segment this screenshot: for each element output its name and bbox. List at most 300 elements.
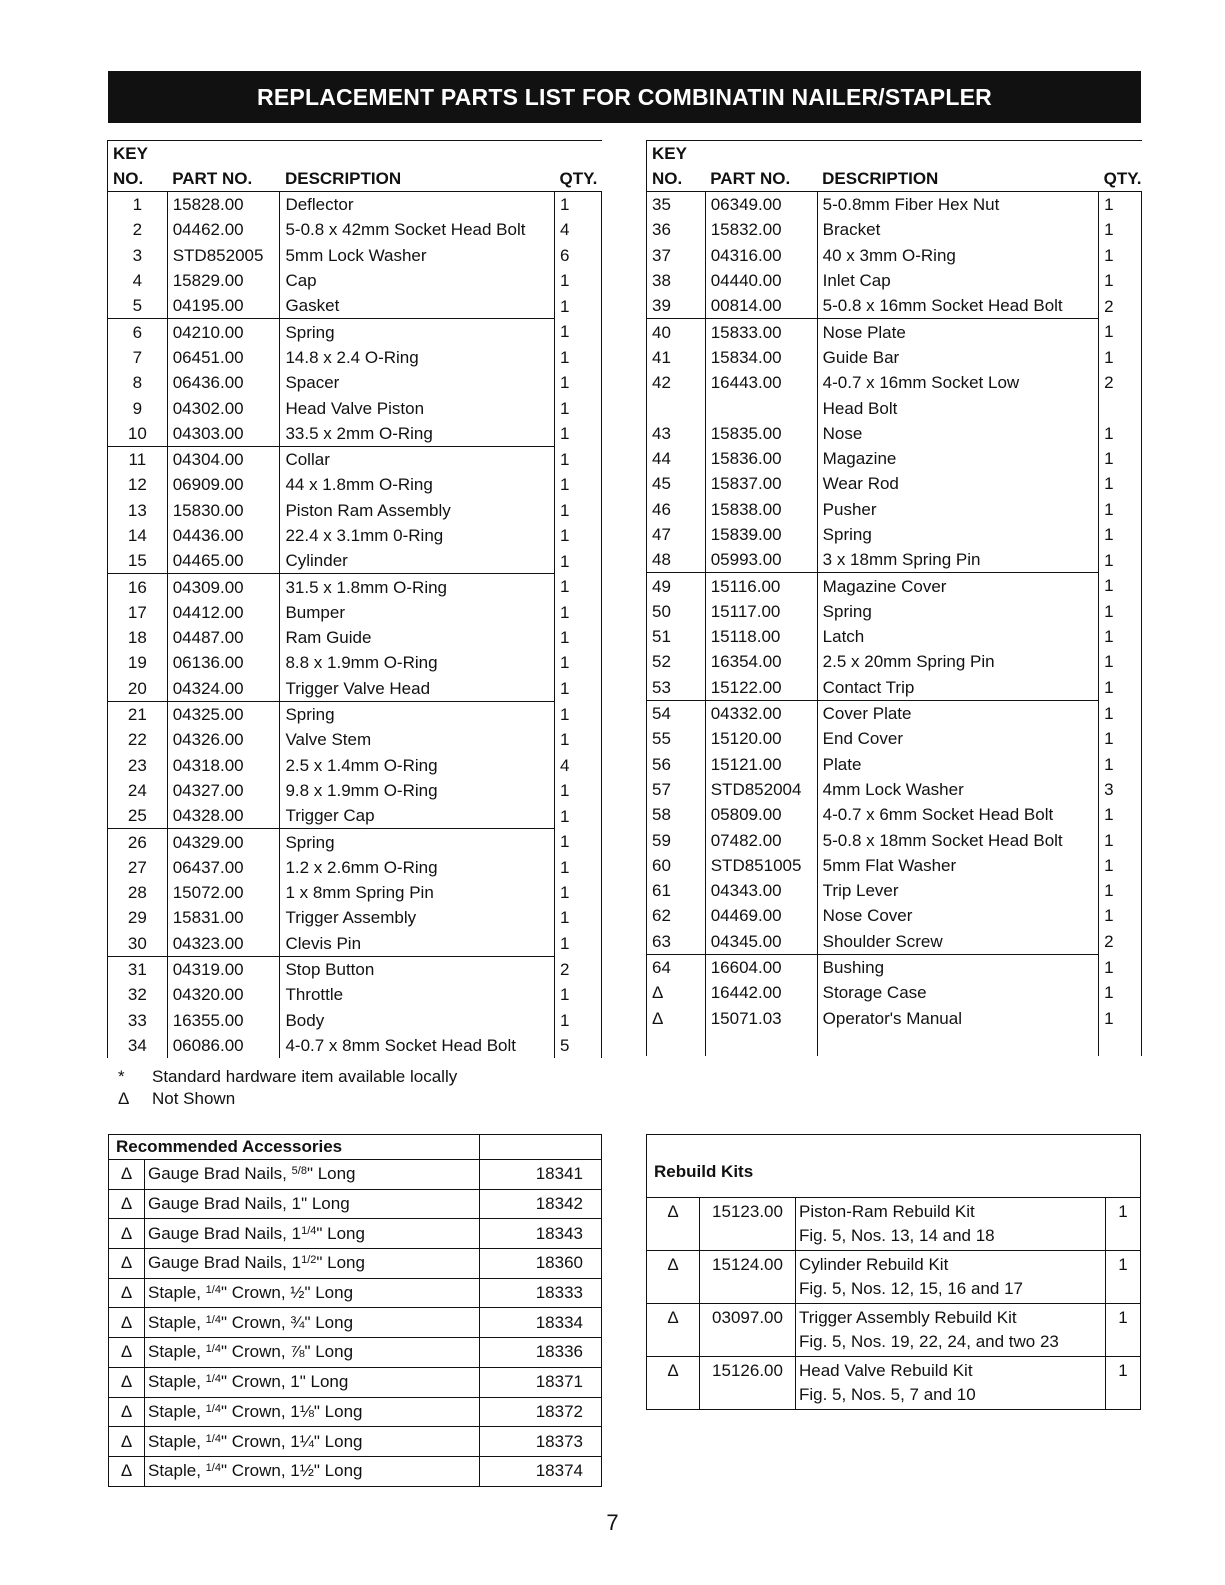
part-description: 14.8 x 2.4 O-Ring: [280, 345, 555, 370]
key-number: 25: [108, 803, 168, 829]
accessory-text: " Long: [316, 1253, 365, 1273]
part-quantity: 2: [1099, 929, 1142, 955]
part-row: [108, 727, 602, 752]
part-number: 04345.00: [705, 929, 817, 955]
accessory-text: Staple,: [148, 1461, 206, 1481]
delta-symbol: Δ: [109, 1249, 145, 1279]
part-number: 15838.00: [705, 497, 817, 522]
key-header: KEY: [108, 141, 168, 167]
accessory-row: [109, 1160, 602, 1190]
part-number: 07482.00: [705, 827, 817, 852]
part-quantity: 1: [1099, 1006, 1142, 1031]
header-cell: [1099, 141, 1142, 167]
part-row: [108, 268, 602, 293]
accessory-description: [145, 1367, 480, 1397]
part-quantity: 4: [555, 217, 602, 242]
part-description: Body: [280, 1008, 555, 1033]
accessory-text: Staple,: [148, 1401, 206, 1421]
part-quantity: 1: [1099, 726, 1142, 751]
part-row: [108, 217, 602, 242]
key-number: 32: [108, 982, 168, 1007]
part-description: Contact Trip: [817, 675, 1099, 701]
part-number: 04326.00: [167, 727, 280, 752]
delta-symbol: Δ: [118, 1089, 130, 1108]
kit-description: [796, 1198, 1106, 1251]
part-description: 5-0.8mm Fiber Hex Nut: [817, 192, 1099, 218]
key-number: 7: [108, 345, 168, 370]
part-row: [108, 778, 602, 803]
key-number: 33: [108, 1008, 168, 1033]
part-row: [647, 777, 1142, 802]
part-description: 1.2 x 2.6mm O-Ring: [280, 855, 555, 880]
part-description: 5mm Lock Washer: [280, 243, 555, 268]
kit-description: [796, 1251, 1106, 1304]
key-number: 29: [108, 905, 168, 930]
part-description: 44 x 1.8mm O-Ring: [280, 472, 555, 497]
part-number: 05993.00: [705, 547, 817, 573]
part-number: 00814.00: [705, 293, 817, 319]
part-number: 15833.00: [705, 319, 817, 345]
part-quantity: 1: [555, 829, 602, 855]
part-description: 8.8 x 1.9mm O-Ring: [280, 650, 555, 675]
key-number: 53: [647, 675, 706, 701]
key-number: 47: [647, 522, 706, 547]
key-number: 23: [108, 753, 168, 778]
part-number: 15122.00: [705, 675, 817, 701]
part-row: [108, 600, 602, 625]
part-row: [108, 395, 602, 420]
accessory-row: [109, 1219, 602, 1249]
part-description: Trigger Cap: [280, 803, 555, 829]
key-number: 20: [108, 676, 168, 702]
part-quantity: 1: [1099, 217, 1142, 242]
rebuild-kits-table: [646, 1134, 1141, 1410]
part-row: [108, 293, 602, 319]
part-description: Throttle: [280, 982, 555, 1007]
part-row: [647, 700, 1142, 726]
part-no-header: PART NO.: [705, 166, 817, 192]
key-no-header: NO.: [647, 166, 706, 192]
part-quantity: 1: [1099, 497, 1142, 522]
part-row: [647, 345, 1142, 370]
part-number: 15839.00: [705, 522, 817, 547]
part-number: 06136.00: [167, 650, 280, 675]
accessory-text: Staple,: [148, 1372, 206, 1392]
part-description: Operator's Manual: [817, 1006, 1099, 1031]
part-quantity: 1: [555, 880, 602, 905]
part-description: Piston Ram Assembly: [280, 498, 555, 523]
part-quantity: 1: [555, 192, 602, 218]
part-number: 04469.00: [705, 903, 817, 928]
fraction: 1/4: [205, 1373, 221, 1386]
part-quantity: [1099, 1031, 1142, 1056]
key-number: 6: [108, 319, 168, 345]
part-row: [108, 574, 602, 600]
accessory-number: 18341: [480, 1160, 602, 1190]
part-number: 04302.00: [167, 395, 280, 420]
part-description: Spring: [280, 701, 555, 727]
kit-number: 03097.00: [700, 1304, 796, 1357]
delta-symbol: Δ: [109, 1367, 145, 1397]
key-number: 59: [647, 827, 706, 852]
qty-header: QTY.: [555, 166, 602, 192]
part-description: End Cover: [817, 726, 1099, 751]
accessory-row: [109, 1397, 602, 1427]
key-number: 41: [647, 345, 706, 370]
part-description: Cover Plate: [817, 700, 1099, 726]
accessory-text: Gauge Brad Nails, 1: [148, 1223, 302, 1243]
accessory-text: Staple,: [148, 1431, 206, 1451]
accessory-number: 18336: [480, 1338, 602, 1368]
delta-symbol: Δ: [647, 1357, 700, 1410]
part-number: 04318.00: [167, 753, 280, 778]
key-number: 52: [647, 649, 706, 674]
part-row: [647, 802, 1142, 827]
part-number: 15830.00: [167, 498, 280, 523]
part-row: [108, 192, 602, 218]
accessory-description: [145, 1219, 480, 1249]
part-row: [647, 573, 1142, 599]
part-number: 15072.00: [167, 880, 280, 905]
key-number: 51: [647, 624, 706, 649]
key-number: 9: [108, 395, 168, 420]
kit-description: [796, 1304, 1106, 1357]
part-description: Nose: [817, 421, 1099, 446]
accessory-row: [109, 1278, 602, 1308]
part-row: [108, 880, 602, 905]
part-row: [108, 931, 602, 957]
part-quantity: 1: [555, 625, 602, 650]
key-number: 21: [108, 701, 168, 727]
part-quantity: 1: [1099, 573, 1142, 599]
delta-symbol: Δ: [109, 1278, 145, 1308]
key-number: 36: [647, 217, 706, 242]
part-description: Clevis Pin: [280, 931, 555, 957]
accessories-table: [108, 1134, 602, 1487]
part-quantity: 1: [1099, 547, 1142, 573]
part-quantity: 1: [555, 855, 602, 880]
part-quantity: 1: [1099, 903, 1142, 928]
part-description: 1 x 8mm Spring Pin: [280, 880, 555, 905]
part-row: [108, 829, 602, 855]
accessory-number: 18334: [480, 1308, 602, 1338]
part-number: 16354.00: [705, 649, 817, 674]
part-description: Spring: [817, 522, 1099, 547]
key-number: 19: [108, 650, 168, 675]
part-quantity: 1: [555, 676, 602, 702]
part-quantity: 1: [555, 905, 602, 930]
legend-notes: [118, 1066, 457, 1110]
accessory-row: [109, 1367, 602, 1397]
accessory-text: " Long: [316, 1223, 365, 1243]
note-text: Standard hardware item available locally: [152, 1067, 458, 1086]
part-row: [108, 243, 602, 268]
key-number: 18: [108, 625, 168, 650]
key-number: 26: [108, 829, 168, 855]
key-number: 10: [108, 421, 168, 447]
part-number: STD851005: [705, 853, 817, 878]
part-description: Spring: [817, 599, 1099, 624]
part-description: 2.5 x 20mm Spring Pin: [817, 649, 1099, 674]
key-number: 31: [108, 956, 168, 982]
part-number: 06436.00: [167, 370, 280, 395]
note-standard-hardware: [118, 1066, 457, 1088]
accessory-text: Gauge Brad Nails,: [148, 1164, 292, 1184]
part-row: [108, 345, 602, 370]
part-quantity: 1: [555, 472, 602, 497]
part-row: [647, 827, 1142, 852]
accessory-text: " Long: [306, 1164, 356, 1184]
part-number: 04327.00: [167, 778, 280, 803]
part-row: [108, 650, 602, 675]
part-quantity: 1: [555, 1008, 602, 1033]
header-cell: [555, 141, 602, 167]
kit-name: Cylinder Rebuild Kit: [799, 1255, 949, 1274]
part-number: 04303.00: [167, 421, 280, 447]
part-quantity: 1: [555, 701, 602, 727]
part-number: 06909.00: [167, 472, 280, 497]
part-number: 04487.00: [167, 625, 280, 650]
part-number: 04329.00: [167, 829, 280, 855]
part-number: 06437.00: [167, 855, 280, 880]
part-row: [108, 701, 602, 727]
key-number: 40: [647, 319, 706, 345]
part-description: Inlet Cap: [817, 268, 1099, 293]
key-no-header: NO.: [108, 166, 168, 192]
part-description: 33.5 x 2mm O-Ring: [280, 421, 555, 447]
part-number: [705, 395, 817, 420]
fraction: 5/8: [291, 1165, 307, 1178]
part-quantity: 1: [555, 982, 602, 1007]
part-quantity: 1: [1099, 752, 1142, 777]
part-row: [647, 1006, 1142, 1031]
part-description: Magazine: [817, 446, 1099, 471]
part-quantity: 1: [1099, 268, 1142, 293]
part-description: Bumper: [280, 600, 555, 625]
accessory-number: 18374: [480, 1456, 602, 1486]
fraction: 1/2: [301, 1254, 317, 1267]
key-number: 54: [647, 700, 706, 726]
key-number: 39: [647, 293, 706, 319]
part-number: 04332.00: [705, 700, 817, 726]
fraction: 1/4: [205, 1462, 221, 1475]
rebuild-kits-title: Rebuild Kits: [647, 1135, 1141, 1198]
part-description: Spring: [280, 829, 555, 855]
part-description: Ram Guide: [280, 625, 555, 650]
key-number: 11: [108, 446, 168, 472]
part-quantity: 1: [555, 574, 602, 600]
part-quantity: 1: [555, 548, 602, 574]
accessory-row: [109, 1249, 602, 1279]
key-number: 8: [108, 370, 168, 395]
accessory-number: 18371: [480, 1367, 602, 1397]
part-description: 3 x 18mm Spring Pin: [817, 547, 1099, 573]
qty-header: QTY.: [1099, 166, 1142, 192]
kit-row: [647, 1357, 1141, 1410]
part-description: Stop Button: [280, 956, 555, 982]
part-row: [647, 370, 1142, 395]
part-description: Shoulder Screw: [817, 929, 1099, 955]
part-quantity: 1: [555, 803, 602, 829]
kit-name: Trigger Assembly Rebuild Kit: [799, 1308, 1017, 1327]
part-row: [647, 319, 1142, 345]
accessory-text: Staple,: [148, 1342, 206, 1362]
part-number: 04320.00: [167, 982, 280, 1007]
part-number: 15831.00: [167, 905, 280, 930]
part-row: [647, 547, 1142, 573]
part-row: [108, 446, 602, 472]
key-number: 49: [647, 573, 706, 599]
accessory-description: [145, 1278, 480, 1308]
part-quantity: 1: [1099, 243, 1142, 268]
parts-table-left: [107, 140, 602, 1058]
part-description: Pusher: [817, 497, 1099, 522]
part-description: 4-0.7 x 8mm Socket Head Bolt: [280, 1033, 555, 1058]
part-quantity: 1: [555, 421, 602, 447]
part-row: [108, 753, 602, 778]
part-description: Trigger Valve Head: [280, 676, 555, 702]
accessory-number: 18342: [480, 1189, 602, 1219]
part-row: [647, 903, 1142, 928]
delta-symbol: Δ: [109, 1219, 145, 1249]
asterisk-symbol: *: [118, 1067, 125, 1086]
part-description: Latch: [817, 624, 1099, 649]
part-row: [647, 497, 1142, 522]
part-quantity: 6: [555, 243, 602, 268]
accessory-text: Gauge Brad Nails, 1: [148, 1253, 302, 1273]
part-row: [108, 523, 602, 548]
delta-symbol: Δ: [109, 1427, 145, 1457]
key-number: 34: [108, 1033, 168, 1058]
part-quantity: 1: [1099, 980, 1142, 1005]
kit-row: [647, 1251, 1141, 1304]
part-description: 2.5 x 1.4mm O-Ring: [280, 753, 555, 778]
part-quantity: 1: [1099, 649, 1142, 674]
part-description: Deflector: [280, 192, 555, 218]
key-number: 12: [108, 472, 168, 497]
key-number: 17: [108, 600, 168, 625]
part-quantity: 1: [1099, 319, 1142, 345]
key-number: 57: [647, 777, 706, 802]
part-number: 15071.03: [705, 1006, 817, 1031]
part-number: 04465.00: [167, 548, 280, 574]
part-row: [647, 268, 1142, 293]
part-quantity: 1: [555, 498, 602, 523]
part-description: Wear Rod: [817, 471, 1099, 496]
kit-row: [647, 1304, 1141, 1357]
kit-quantity: 1: [1106, 1251, 1141, 1304]
part-number: 16355.00: [167, 1008, 280, 1033]
fraction: 1/4: [205, 1402, 221, 1415]
part-number: 05809.00: [705, 802, 817, 827]
part-description: Spring: [280, 319, 555, 345]
key-number: 28: [108, 880, 168, 905]
key-number: 45: [647, 471, 706, 496]
key-number: 46: [647, 497, 706, 522]
part-row: [647, 446, 1142, 471]
part-row: [108, 855, 602, 880]
key-number: 56: [647, 752, 706, 777]
part-description: Valve Stem: [280, 727, 555, 752]
key-number: Δ: [647, 980, 706, 1005]
part-description: Bushing: [817, 954, 1099, 980]
accessory-number: 18360: [480, 1249, 602, 1279]
part-number: 04440.00: [705, 268, 817, 293]
part-row: [108, 982, 602, 1007]
fraction: 1/4: [205, 1343, 221, 1356]
part-quantity: 1: [555, 523, 602, 548]
part-description: Gasket: [280, 293, 555, 319]
part-description: Magazine Cover: [817, 573, 1099, 599]
kit-quantity: 1: [1106, 1304, 1141, 1357]
part-quantity: 1: [1099, 345, 1142, 370]
kit-number: 15126.00: [700, 1357, 796, 1410]
accessory-number: 18343: [480, 1219, 602, 1249]
key-number: 3: [108, 243, 168, 268]
part-quantity: 2: [1099, 370, 1142, 395]
key-number: 48: [647, 547, 706, 573]
accessory-description: [145, 1338, 480, 1368]
part-quantity: 2: [1099, 293, 1142, 319]
part-number: 04436.00: [167, 523, 280, 548]
part-description: [817, 1031, 1099, 1056]
part-quantity: 1: [555, 319, 602, 345]
key-number: [647, 395, 706, 420]
part-number: 04319.00: [167, 956, 280, 982]
part-number: 04195.00: [167, 293, 280, 319]
accessory-number: 18333: [480, 1278, 602, 1308]
key-number: 38: [647, 268, 706, 293]
page-title: REPLACEMENT PARTS LIST FOR COMBINATIN NAILER/STAPLER: [108, 71, 1141, 123]
key-number: 62: [647, 903, 706, 928]
part-row: [647, 1031, 1142, 1056]
part-row: [647, 421, 1142, 446]
part-description: 4-0.7 x 6mm Socket Head Bolt: [817, 802, 1099, 827]
part-quantity: 1: [1099, 827, 1142, 852]
part-description: Plate: [817, 752, 1099, 777]
part-number: STD852004: [705, 777, 817, 802]
part-number: 16443.00: [705, 370, 817, 395]
part-description: Storage Case: [817, 980, 1099, 1005]
part-quantity: 1: [1099, 421, 1142, 446]
part-row: [108, 472, 602, 497]
part-number: 15834.00: [705, 345, 817, 370]
key-number: 13: [108, 498, 168, 523]
part-number: 04328.00: [167, 803, 280, 829]
accessory-text: " Crown, 1⅛" Long: [220, 1401, 363, 1421]
accessory-text: " Crown, ½" Long: [220, 1283, 354, 1303]
key-number: 61: [647, 878, 706, 903]
part-no-header: PART NO.: [167, 166, 280, 192]
part-description: Collar: [280, 446, 555, 472]
accessory-text: " Crown, 1½" Long: [220, 1461, 363, 1481]
accessories-title: Recommended Accessories: [109, 1135, 480, 1160]
part-description: 5-0.8 x 16mm Socket Head Bolt: [817, 293, 1099, 319]
part-row: [647, 471, 1142, 496]
part-quantity: 1: [555, 931, 602, 957]
part-row: [108, 905, 602, 930]
part-quantity: 1: [555, 446, 602, 472]
delta-symbol: Δ: [109, 1338, 145, 1368]
part-row: [108, 1033, 602, 1058]
key-number: 27: [108, 855, 168, 880]
key-header: KEY: [647, 141, 706, 167]
part-row: [647, 522, 1142, 547]
header-cell: [705, 141, 817, 167]
accessory-row: [109, 1456, 602, 1486]
kit-detail: Fig. 5, Nos. 5, 7 and 10: [799, 1385, 976, 1404]
delta-symbol: Δ: [109, 1456, 145, 1486]
